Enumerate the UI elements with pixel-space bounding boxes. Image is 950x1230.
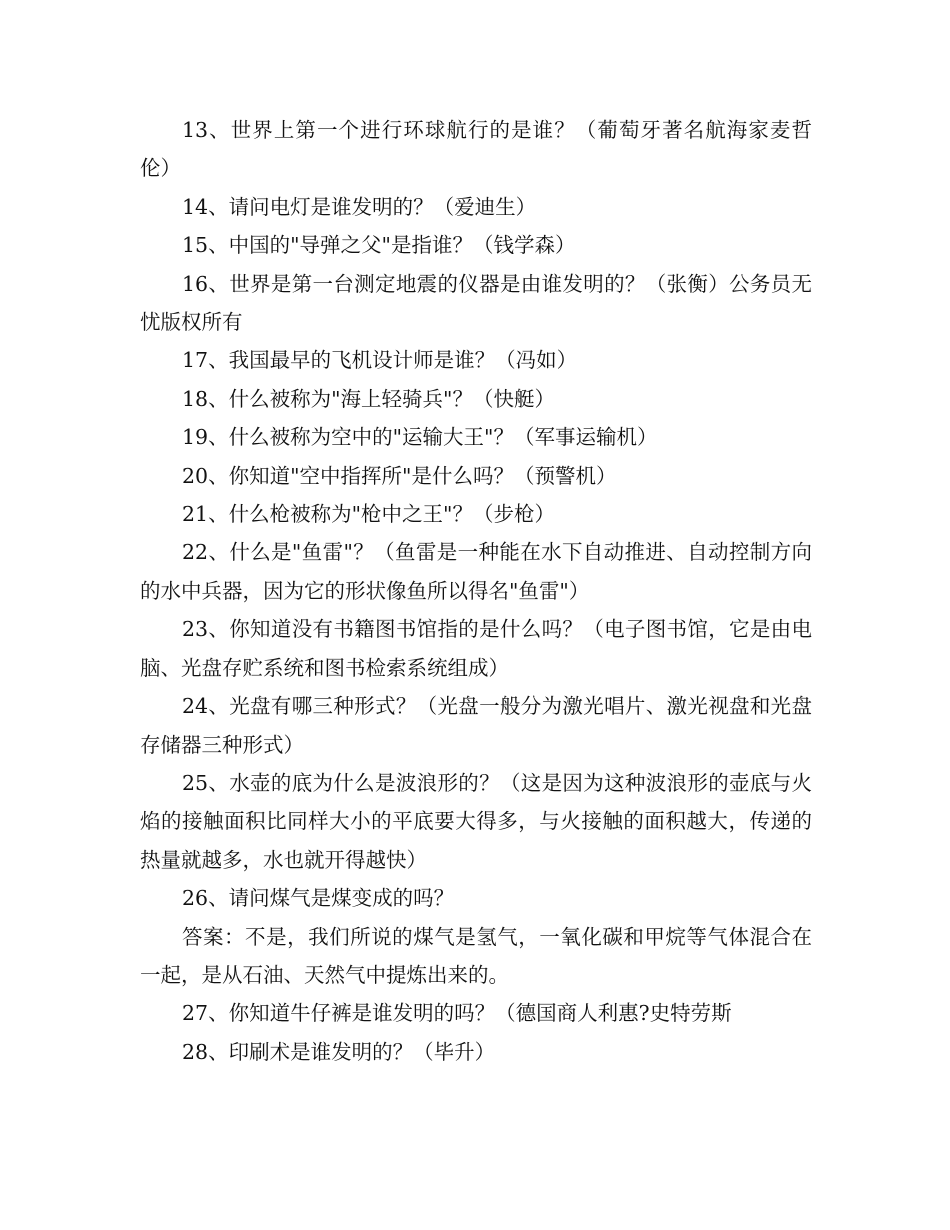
paragraph-q23: 23、你知道没有书籍图书馆指的是什么吗？（电子图书馆，它是由电脑、光盘存贮系统和图书检索系统组成）: [140, 617, 812, 680]
paragraph-q19: 19、什么被称为空中的"运输大王"？（军事运输机）: [182, 425, 658, 450]
paragraph-q28: 28、印刷术是谁发明的？（毕升）: [182, 1039, 496, 1064]
paragraph-q13: 13、世界上第一个进行环球航行的是谁？（葡萄牙著名航海家麦哲伦）: [140, 118, 812, 181]
paragraph-q27: 27、你知道牛仔裤是谁发明的吗？（德国商人利惠?史特劳斯: [182, 1001, 732, 1026]
paragraph-q26-answer: 答案：不是，我们所说的煤气是氢气，一氧化碳和甲烷等气体混合在一起，是从石油、天然气中提炼出来的。: [140, 924, 812, 987]
document-body: [140, 111, 812, 1071]
paragraph-q16: 16、世界是第一台测定地震的仪器是由谁发明的？（张衡）公务员无忧版权所有: [140, 271, 812, 335]
paragraph-q15: 15、中国的"导弹之父"是指谁？（钱学森）: [182, 233, 576, 258]
paragraph-q14: 14、请问电灯是谁发明的？（爱迪生）: [182, 194, 537, 219]
paragraph-q18: 18、什么被称为"海上轻骑兵"？（快艇）: [182, 386, 555, 411]
paragraph-q17: 17、我国最早的飞机设计师是谁？（冯如）: [182, 348, 578, 373]
paragraph-q26: 26、请问煤气是煤变成的吗？: [182, 886, 455, 911]
paragraph-q20: 20、你知道"空中指挥所"是什么吗？（预警机）: [182, 463, 617, 488]
paragraph-q24: 24、光盘有哪三种形式？（光盘一般分为激光唱片、激光视盘和光盘存储器三种形式）: [140, 694, 812, 757]
paragraph-q22: 22、什么是"鱼雷"？（鱼雷是一种能在水下自动推进、自动控制方向的水中兵器，因为它的形状像鱼所以得名"鱼雷"）: [140, 540, 812, 603]
paragraph-q25: 25、水壶的底为什么是波浪形的？（这是因为这种波浪形的壶底与火焰的接触面积比同样大小的平底要大得多，与火接触的面积越大，传递的热量就越多，水也就开得越快）: [140, 770, 812, 872]
paragraph-q21: 21、什么枪被称为"枪中之王"？（步枪）: [182, 502, 555, 527]
